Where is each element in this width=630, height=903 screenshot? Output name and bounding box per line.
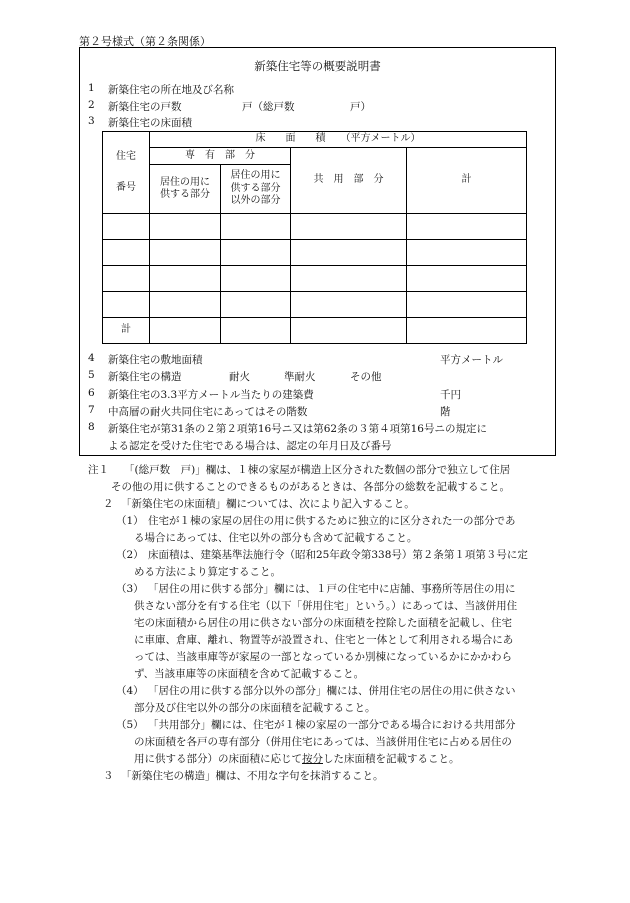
sub-number: （5） — [116, 719, 144, 731]
note-number: 注１ — [88, 464, 109, 476]
common-area-total-cell[interactable] — [291, 319, 406, 342]
unit-floors: 階 — [440, 406, 451, 418]
non-residential-area-cell[interactable] — [221, 215, 290, 238]
item-number: 6 — [88, 387, 95, 399]
header-residential-part: 居住の用に 供する部分 — [150, 165, 221, 214]
header-house-number: 住宅 番号 — [103, 132, 150, 214]
table-row — [103, 214, 527, 240]
house-number-cell[interactable] — [103, 293, 149, 316]
item-label: 新築住宅の構造 — [108, 371, 182, 383]
non-residential-area-cell[interactable] — [221, 267, 290, 290]
total-area-cell[interactable] — [407, 215, 526, 238]
sub-number: （4） — [116, 685, 144, 697]
non-residential-area-cell[interactable] — [221, 293, 290, 316]
item-label: 中高層の耐火共同住宅にあってはその階数 — [108, 406, 308, 418]
sub-number: （2） — [116, 549, 144, 561]
item-number: 5 — [88, 369, 95, 381]
sub-number: （3） — [116, 583, 144, 595]
residential-area-cell[interactable] — [150, 267, 220, 290]
total-area-cell[interactable] — [407, 293, 526, 316]
unit-total-close: 戸） — [350, 101, 371, 113]
common-area-cell[interactable] — [291, 293, 406, 316]
item-number: 8 — [88, 421, 95, 433]
total-area-cell[interactable] — [407, 241, 526, 264]
unit-households: 戸（総戸数 — [242, 101, 295, 113]
house-number-cell[interactable] — [103, 267, 149, 290]
header-common: 共 用 部 分 — [291, 148, 407, 214]
header-exclusive: 専 有 部 分 — [150, 148, 291, 165]
structure-option-semi-fireproof[interactable]: 準耐火 — [284, 371, 316, 383]
residential-area-cell[interactable] — [150, 215, 220, 238]
house-number-cell[interactable] — [103, 215, 149, 238]
item-number: 2 — [88, 99, 95, 111]
summary-form — [79, 47, 556, 456]
form-title: 新築住宅等の概要説明書 — [254, 59, 381, 73]
unit-square-meters: 平方メートル — [440, 354, 503, 366]
item-label: 新築住宅の所在地及び名称 — [108, 84, 234, 96]
header-floor-area: 床 面 積 （平方メートル） — [150, 132, 527, 148]
total-label: 計 — [103, 318, 150, 344]
table-row — [103, 292, 527, 318]
structure-option-fireproof[interactable]: 耐火 — [229, 371, 250, 383]
form-label: 第２号様式（第２条関係） — [79, 35, 211, 48]
unit-thousand-yen: 千円 — [440, 389, 461, 401]
item-label: 新築住宅の3.3平方メートル当たりの建築費 — [108, 389, 314, 401]
sub-number: （1） — [116, 515, 144, 527]
residential-area-total-cell[interactable] — [150, 319, 220, 342]
non-residential-area-cell[interactable] — [221, 241, 290, 264]
item-label: 新築住宅の床面積 — [108, 117, 192, 129]
header-non-residential-part: 居住の用に 供する部分 以外の部分 — [221, 165, 291, 214]
table-total-row — [103, 318, 527, 344]
non-residential-area-total-cell[interactable] — [221, 319, 290, 342]
note-number: ３ — [103, 770, 114, 782]
item-number: 4 — [88, 352, 95, 364]
residential-area-cell[interactable] — [150, 241, 220, 264]
item-number: 1 — [88, 82, 95, 94]
residential-area-cell[interactable] — [150, 293, 220, 316]
item-label-line2: よる認定を受けた住宅である場合は、認定の年月日及び番号 — [108, 440, 392, 452]
underlined-term: 按分 — [302, 753, 323, 765]
total-area-cell[interactable] — [407, 267, 526, 290]
item-label-line1: 新築住宅が第31条の２第２項第16号ニ又は第62条の３第４項第16号ニの規定に — [108, 423, 487, 435]
structure-option-other[interactable]: その他 — [350, 371, 382, 383]
common-area-cell[interactable] — [291, 267, 406, 290]
house-number-cell[interactable] — [103, 241, 149, 264]
common-area-cell[interactable] — [291, 241, 406, 264]
item-label: 新築住宅の戸数 — [108, 101, 182, 113]
table-row — [103, 240, 527, 266]
header-total: 計 — [407, 148, 527, 214]
item-number: 7 — [88, 404, 95, 416]
note-number: ２ — [103, 498, 114, 510]
item-number: 3 — [88, 115, 95, 127]
grand-total-cell[interactable] — [407, 319, 526, 342]
item-label: 新築住宅の敷地面積 — [108, 354, 203, 366]
table-row — [103, 266, 527, 292]
common-area-cell[interactable] — [291, 215, 406, 238]
floor-area-table — [102, 131, 527, 344]
